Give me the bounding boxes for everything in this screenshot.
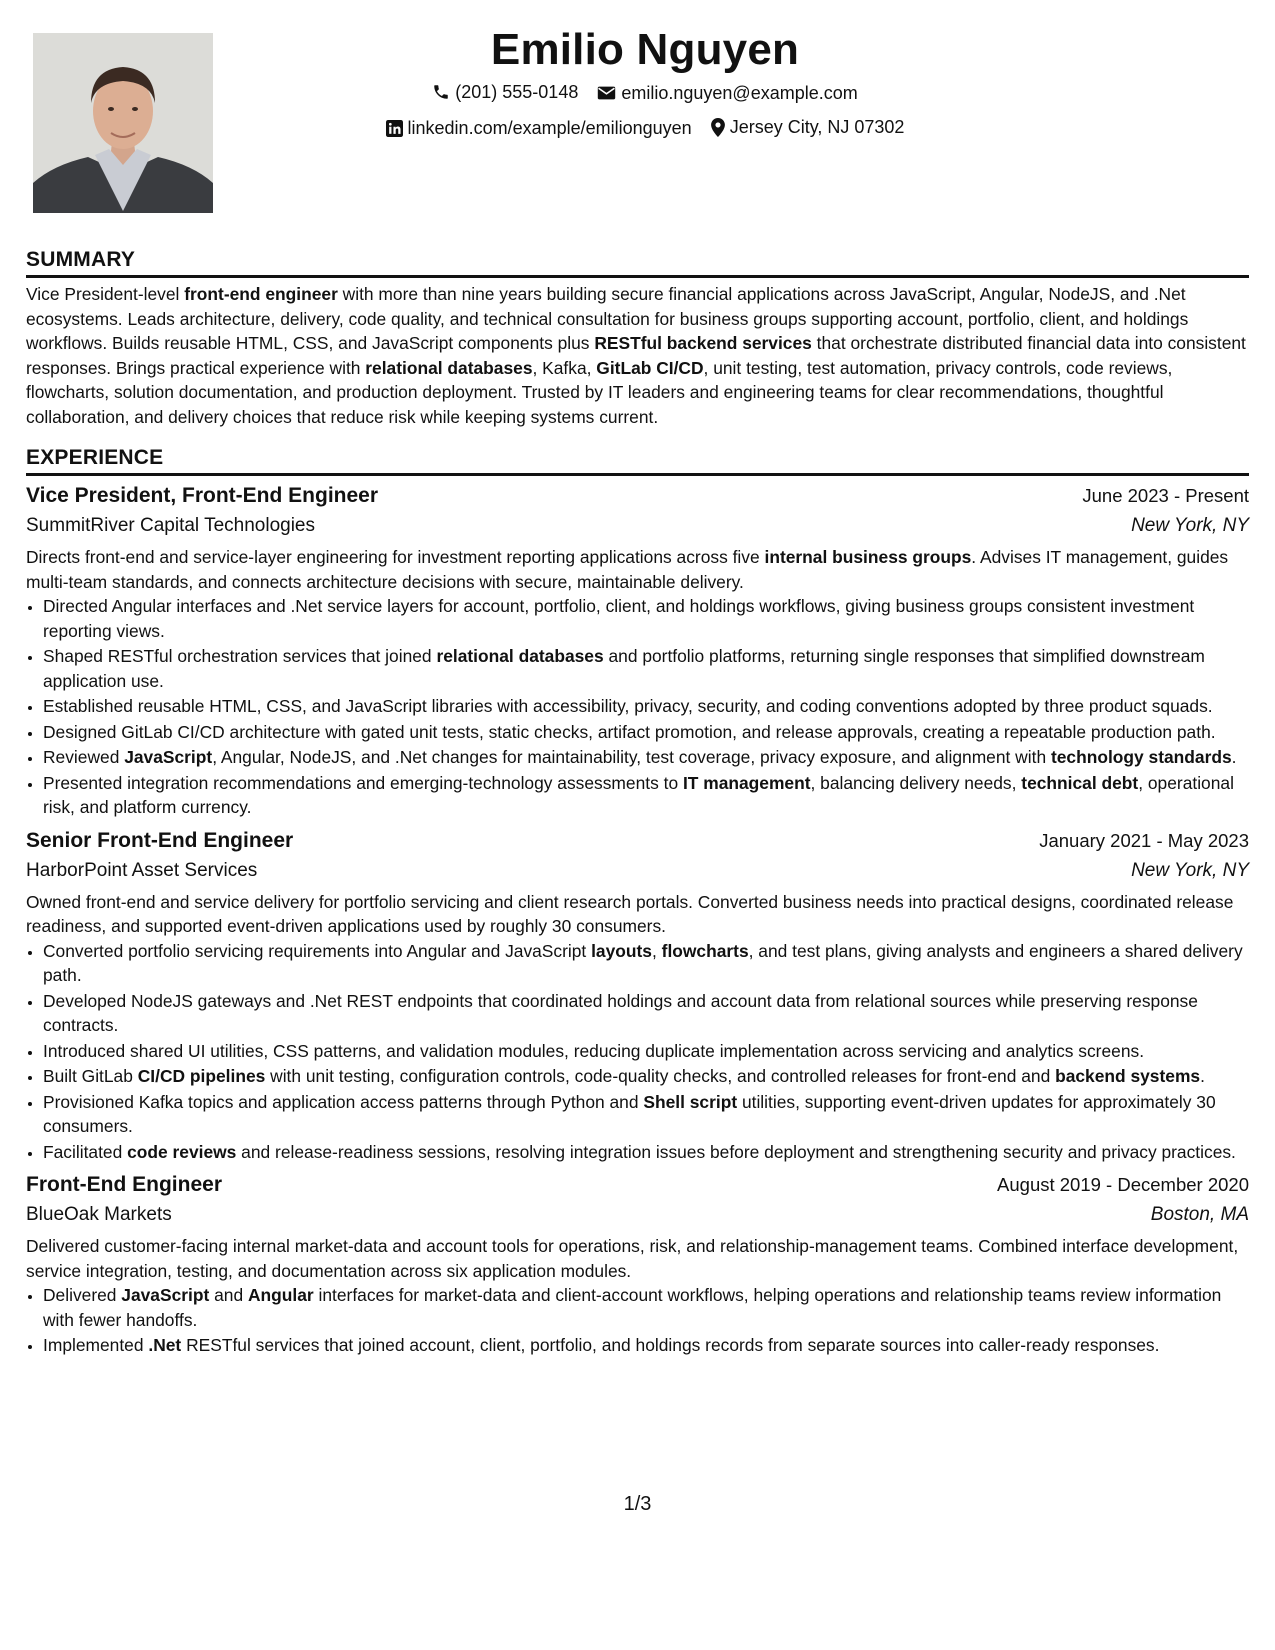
- bold-keyword: JavaScript: [121, 1285, 210, 1305]
- linkedin-url[interactable]: linkedin.com/example/emilionguyen: [407, 118, 692, 138]
- bold-keyword: layouts: [591, 940, 652, 961]
- job-bullets: [26, 939, 1249, 1165]
- summary-heading: SUMMARY: [26, 245, 1249, 278]
- job-company: HarborPoint Asset Services: [26, 859, 258, 881]
- job-entry: [26, 481, 1249, 820]
- job-company: SummitRiver Capital Technologies: [26, 515, 315, 536]
- summary-text: Vice President-level front-end engineer with more than nine years building secure financial applications across JavaScript, Angular, NodeJS, and .Net ecosystems. Leads architecture, delivery, code quality, and technical consultation for business groups supporting account, portfolio, client, and holdings workflows. Builds reusable HTML, CSS, and JavaScript components plus RESTful backend services that orchestrate distributed financial data into consistent responses. Brings practical experience with relational databases, Kafka, GitLab CI/CD, unit testing, test automation, privacy controls, code reviews, flowcharts, solution documentation, and production deployment. Trusted by IT leaders and engineering teams for clear recommendations, thoughtful collaboration, and delivery choices that reduce risk while keeping systems current.: [26, 284, 1246, 427]
- bullet-item: • Established reusable HTML, CSS, and JavaScript libraries with accessibility, privacy, security, and coding conventions adopted by three product squads.: [43, 694, 1249, 719]
- job-description: Owned front-end and service delivery for portfolio servicing and client research portals. Converted business needs into practical designs, coordinated release readiness, and supported event-driven applications used by roughly 30 consumers.: [26, 891, 1234, 936]
- job-dates: January 2021 - May 2023: [1039, 829, 1249, 851]
- phone-number: (201) 555-0148: [455, 82, 579, 102]
- candidate-name: Emilio Nguyen: [490, 25, 800, 74]
- bullet-item: • Designed GitLab CI/CD architecture with gated unit tests, static checks, artifact promotion, and release approvals, creating a repeatable production path.: [43, 720, 1249, 745]
- email-address[interactable]: emilio.nguyen@example.com: [621, 83, 858, 103]
- profile-photo: [33, 33, 213, 213]
- bullet-item: • Introduced shared UI utilities, CSS patterns, and validation modules, reducing duplicate implementation across servicing and analytics screens.: [43, 1039, 1249, 1064]
- bold-keyword: relational databases: [365, 357, 533, 378]
- bullet-item: • Presented integration recommendations and emerging-technology assessments to IT management, balancing delivery needs, technical debt, operational risk, and platform currency.: [43, 771, 1249, 820]
- phone-icon: [432, 83, 450, 101]
- bold-keyword: technical debt: [1021, 772, 1139, 793]
- resume-body: [26, 245, 1249, 1359]
- bold-keyword: technology standards: [1050, 747, 1232, 767]
- bullet-item: • Directed Angular interfaces and .Net service layers for account, portfolio, client, and holdings workflows, giving business groups consistent investment reporting views.: [43, 594, 1249, 643]
- job-title-row: [26, 826, 1249, 856]
- bold-keyword: JavaScript: [124, 747, 213, 767]
- bullet-item: • Implemented .Net RESTful services that joined account, client, portfolio, and holdings records from separate sources into caller-ready responses.: [43, 1333, 1249, 1358]
- job-title-row: [26, 1170, 1249, 1200]
- linkedin-icon: [386, 120, 403, 137]
- bold-keyword: front-end engineer: [184, 284, 338, 304]
- contact-line-2: [260, 115, 1030, 143]
- email-contact[interactable]: [597, 81, 857, 105]
- job-entry: [26, 1170, 1249, 1358]
- job-company-row: [26, 511, 1249, 541]
- job-title: Senior Front-End Engineer: [26, 828, 294, 852]
- job-bullets: [26, 1283, 1249, 1358]
- bold-keyword: RESTful backend services: [594, 333, 812, 353]
- contact-line-1: [260, 80, 1030, 107]
- job-description: Delivered customer-facing internal market-data and account tools for operations, risk, and relationship-management teams. Combined interface development, service integration, testing, and documentation across six application modules.: [26, 1236, 1239, 1281]
- bold-keyword: code reviews: [127, 1141, 237, 1162]
- bold-keyword: Shell script: [643, 1091, 738, 1112]
- bold-keyword: .Net: [148, 1335, 182, 1355]
- bullet-item: • Developed NodeJS gateways and .Net REST endpoints that coordinated holdings and account data from relational sources while preserving response contracts.: [43, 989, 1249, 1038]
- job-bullets: [26, 594, 1249, 820]
- bold-keyword: Angular: [247, 1285, 314, 1305]
- location-text: Jersey City, NJ 07302: [729, 117, 905, 137]
- job-title: Vice President, Front-End Engineer: [26, 484, 379, 507]
- experience-list: [26, 481, 1249, 1358]
- bullet-item: • Facilitated code reviews and release-readiness sessions, resolving integration issues before deployment and strengthening security and privacy practices.: [43, 1140, 1249, 1165]
- bold-keyword: IT management: [682, 772, 811, 793]
- job-company-row: [26, 1200, 1249, 1230]
- job-company-row: [26, 856, 1249, 886]
- job-title: Front-End Engineer: [26, 1173, 222, 1196]
- job-location: Boston, MA: [1150, 1204, 1249, 1225]
- bold-keyword: internal business groups: [764, 547, 972, 567]
- experience-heading: EXPERIENCE: [26, 443, 1249, 476]
- bullet-item: • Shaped RESTful orchestration services that joined relational databases and portfolio platforms, returning single responses that simplified downstream application use.: [43, 644, 1249, 693]
- linkedin-contact[interactable]: [386, 116, 692, 140]
- bold-keyword: GitLab CI/CD: [596, 357, 704, 378]
- bullet-item: • Converted portfolio servicing requirements into Angular and JavaScript layouts, flowcharts, and test plans, giving analysts and engineers a shared delivery path.: [43, 939, 1249, 988]
- job-company: BlueOak Markets: [26, 1204, 172, 1225]
- bold-keyword: CI/CD pipelines: [137, 1066, 266, 1086]
- job-dates: August 2019 - December 2020: [997, 1174, 1249, 1195]
- job-location: New York, NY: [1131, 859, 1249, 881]
- bold-keyword: backend systems: [1055, 1066, 1201, 1086]
- phone-contact: [432, 80, 578, 104]
- map-pin-icon: [711, 118, 725, 137]
- job-dates: June 2023 - Present: [1082, 485, 1249, 506]
- bullet-item: • Built GitLab CI/CD pipelines with unit testing, configuration controls, code-quality checks, and controlled releases for front-end and backend systems.: [43, 1064, 1249, 1089]
- bold-keyword: relational databases: [436, 646, 604, 666]
- bullet-item: • Provisioned Kafka topics and application access patterns through Python and Shell script utilities, supporting event-driven updates for approximately 30 consumers.: [43, 1090, 1249, 1139]
- job-location: New York, NY: [1131, 515, 1249, 536]
- job-title-row: [26, 481, 1249, 511]
- envelope-icon: [597, 85, 616, 101]
- page-number: 1/3: [623, 1493, 652, 1515]
- job-entry: [26, 826, 1249, 1165]
- resume-header: [260, 22, 1030, 143]
- bullet-item: • Delivered JavaScript and Angular interfaces for market-data and client-account workflows, helping operations and relationship teams review information with fewer handoffs.: [43, 1283, 1249, 1332]
- job-description: Directs front-end and service-layer engineering for investment reporting applications across five internal business groups. Advises IT management, guides multi-team standards, and connects architecture decisions with secure, maintainable delivery.: [26, 547, 1229, 592]
- location-contact: [711, 115, 905, 139]
- bullet-item: • Reviewed JavaScript, Angular, NodeJS, and .Net changes for maintainability, test coverage, privacy exposure, and alignment with technology standards.: [43, 745, 1249, 770]
- bold-keyword: flowcharts: [661, 940, 749, 961]
